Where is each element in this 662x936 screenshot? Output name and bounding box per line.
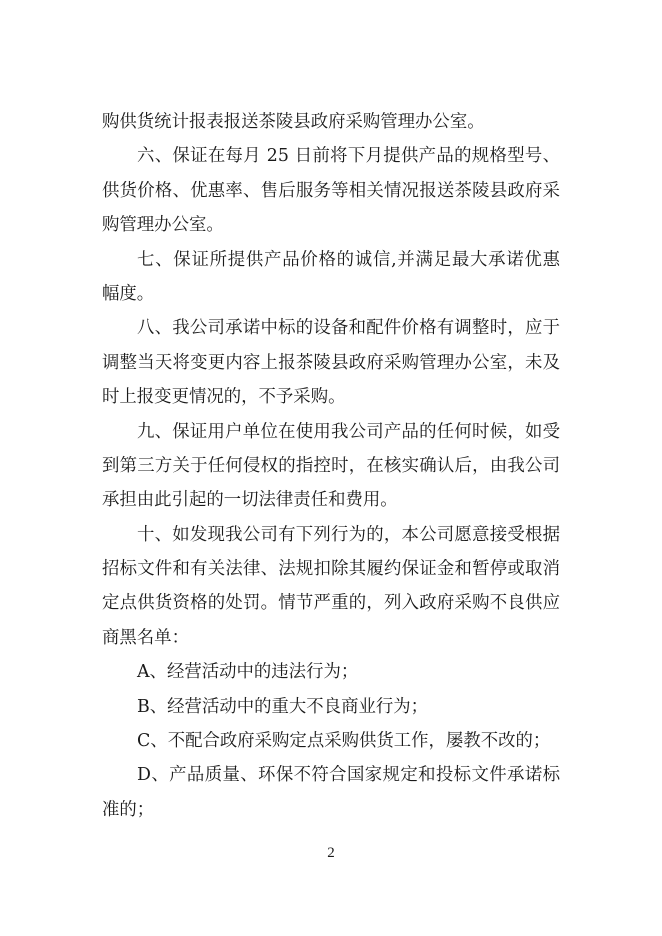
text-line: 八、我公司承诺中标的设备和配件价格有调整时，应于 bbox=[137, 318, 560, 339]
paragraph bbox=[102, 105, 560, 139]
document-body bbox=[102, 105, 560, 827]
page-number: 2 bbox=[327, 845, 335, 861]
paragraph bbox=[102, 311, 560, 414]
paragraph bbox=[102, 724, 560, 758]
paragraph bbox=[102, 655, 560, 689]
text-line: 招标文件和有关法律、法规扣除其履约保证金和暂停或取消 bbox=[102, 559, 560, 580]
text-line: 准的； bbox=[102, 799, 155, 820]
text-line: 购供货统计报表报送茶陵县政府采购管理办公室。 bbox=[102, 112, 485, 132]
paragraph bbox=[102, 758, 560, 827]
paragraph bbox=[102, 518, 560, 656]
text-line: B、经营活动中的重大不良商业行为； bbox=[137, 696, 429, 717]
text-line: 七、保证所提供产品价格的诚信,并满足最大承诺优惠 bbox=[137, 249, 560, 270]
text-line: C、不配合政府采购定点采购供货工作，屡教不改的； bbox=[137, 731, 551, 752]
text-line: 九、保证用户单位在使用我公司产品的任何时候，如受 bbox=[137, 421, 560, 442]
text-line: D、产品质量、环保不符合国家规定和投标文件承诺标 bbox=[137, 765, 560, 786]
paragraph bbox=[102, 415, 560, 518]
text-line: 购管理办公室。 bbox=[102, 215, 224, 236]
paragraph bbox=[102, 690, 560, 724]
text-line: 承担由此引起的一切法律责任和费用。 bbox=[102, 490, 398, 511]
paragraph bbox=[102, 139, 560, 242]
text-line: A、经营活动中的违法行为； bbox=[137, 662, 359, 683]
paragraph bbox=[102, 243, 560, 312]
text-line: 商黑名单： bbox=[102, 627, 189, 648]
text-line: 调整当天将变更内容上报茶陵县政府采购管理办公室，未及 bbox=[102, 352, 560, 373]
text-line: 六、保证在每月 25 日前将下月提供产品的规格型号、 bbox=[137, 146, 560, 167]
text-line: 十、如发现我公司有下列行为的，本公司愿意接受根据 bbox=[137, 524, 560, 545]
text-line: 供货价格、优惠率、售后服务等相关情况报送茶陵县政府采 bbox=[102, 180, 560, 201]
text-line: 幅度。 bbox=[102, 283, 155, 304]
text-line: 到第三方关于任何侵权的指控时，在核实确认后，由我公司 bbox=[102, 455, 560, 476]
text-line: 定点供货资格的处罚。情节严重的，列入政府采购不良供应 bbox=[102, 593, 560, 614]
text-line: 时上报变更情况的，不予采购。 bbox=[102, 387, 346, 408]
